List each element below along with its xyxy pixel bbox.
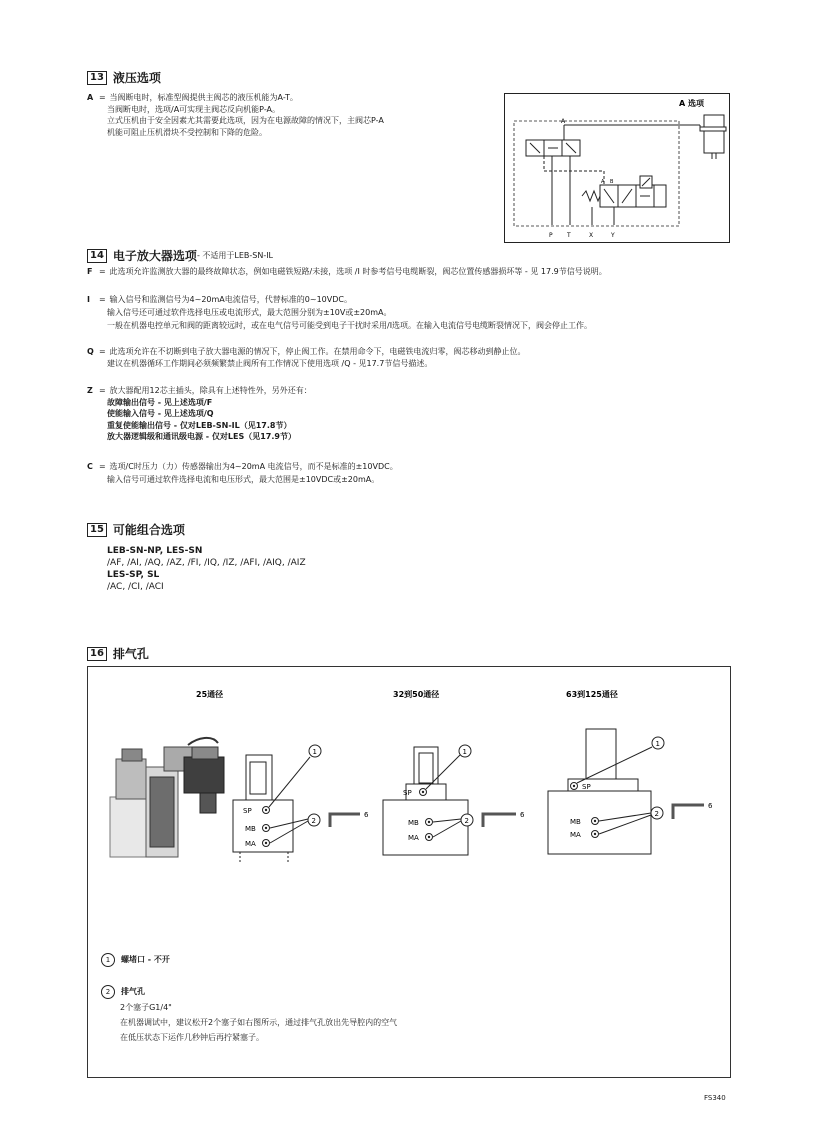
section-number: 15 <box>87 523 107 537</box>
option-i-line-1: 输入信号和监测信号为4~20mA电流信号，代替标准的0~10VDC。 <box>109 295 352 304</box>
option-f-block <box>87 266 607 278</box>
option-eq: = <box>99 347 106 356</box>
valve-port-b: B <box>610 179 614 185</box>
option-i-line-3: 一般在机器电控单元和阀的距离较远时，或在电气信号可能受到电子干扰时采用/I选项。在输入电流信号电缆断裂情况下，阀会停止工作。 <box>107 320 593 330</box>
option-i-line-2: 输入信号还可通过软件选择电压或电流形式，最大范围分别为±10V或±20mA。 <box>107 307 392 317</box>
option-a-hydraulic-diagram <box>504 93 730 243</box>
group1-title: LEB-SN-NP, LES-SN <box>107 546 203 556</box>
section-number: 14 <box>87 249 107 263</box>
option-key: A <box>87 93 94 102</box>
column-32-50-label: 32到50通径 <box>393 690 440 699</box>
wrench-size-32-50: 6 <box>520 811 525 819</box>
ma-label-63-125: MA <box>570 831 581 839</box>
callout-1-32-50: 1 <box>462 748 467 756</box>
option-c-block <box>87 461 398 486</box>
option-c-line-2: 输入信号可通过软件选择电流和电压形式，最大范围是±10VDC或±20mA。 <box>107 474 380 484</box>
column-25-label: 25通径 <box>196 690 224 699</box>
callout-2-63-125: 2 <box>654 810 659 818</box>
wrench-size-25: 6 <box>364 811 369 819</box>
option-eq: = <box>99 462 106 471</box>
port-p-label: P <box>549 232 553 239</box>
section-title: 可能组合选项 <box>112 523 185 537</box>
option-a-line-4: 机能可阻止压机滑块不受控制和下降的危险。 <box>107 127 267 137</box>
option-i-block <box>87 294 592 332</box>
legend-1-number: 1 <box>101 953 115 967</box>
sp-label-63-125: SP <box>582 783 591 791</box>
group2-options: /AC, /CI, /ACI <box>107 582 164 592</box>
option-key: Z <box>87 386 93 395</box>
column-63-125-label: 63到125通径 <box>566 690 618 699</box>
option-eq: = <box>99 93 106 102</box>
valve-63-125-drawing <box>548 729 713 854</box>
legend-2-line-2: 在机器调试中，建议松开2个塞子如右图所示，通过排气孔放出先导腔内的空气 <box>120 1018 398 1027</box>
section-number: 13 <box>87 71 107 85</box>
sp-label-25: SP <box>243 807 252 815</box>
legend-2-title: 排气孔 <box>121 987 145 997</box>
mb-label-25: MB <box>245 825 256 833</box>
option-a-block <box>87 92 384 138</box>
section-14-heading <box>87 247 273 264</box>
option-eq: = <box>99 295 106 304</box>
option-z-line-5: 放大器逻辑级和通讯级电源 - 仅对LES（见17.9节） <box>107 432 296 441</box>
option-q-line-1: 此选项允许在不切断到电子放大器电源的情况下，停止阀工作。在禁用命令下，电磁铁电流归零，阀芯移动到静止位。 <box>109 347 526 356</box>
legend-item-2-head <box>101 985 145 999</box>
legend-2-number: 2 <box>101 985 115 999</box>
mb-label-63-125: MB <box>570 818 581 826</box>
page-code: FS340 <box>704 1094 726 1102</box>
section-title-suffix: - 不适用于LEB-SN-IL <box>196 251 274 260</box>
option-q-line-2: 建议在机器循环工作期间必须频繁禁止阀所有工作情况下使用选项 /Q - 见17.7节信号描述。 <box>107 358 433 368</box>
option-a-line-2: 当阀断电时，选项/A可实现主阀芯反向机能P-A。 <box>107 104 280 114</box>
port-a-label: A <box>561 118 566 125</box>
callout-1-63-125: 1 <box>655 740 660 748</box>
option-eq: = <box>99 386 106 395</box>
legend-item-1 <box>101 953 170 967</box>
sp-label-32-50: SP <box>403 789 412 797</box>
option-key: C <box>87 462 93 471</box>
ma-label-25: MA <box>245 840 256 848</box>
port-x-label: X <box>589 232 594 239</box>
section-title: 液压选项 <box>112 71 161 85</box>
option-key: Q <box>87 347 94 356</box>
section-13-heading <box>87 69 161 86</box>
callout-2-32-50: 2 <box>464 817 469 825</box>
option-z-line-1: 放大器配用12芯主插头，除具有上述特性外，另外还有： <box>109 386 312 395</box>
section-16-heading <box>87 645 149 662</box>
option-z-line-2: 故障输出信号 - 见上述选项/F <box>107 397 213 407</box>
section-15-heading <box>87 521 185 538</box>
combination-options <box>107 545 306 593</box>
section-title: 电子放大器选项 <box>112 249 197 263</box>
legend-item-2-body <box>120 1000 397 1045</box>
ma-label-32-50: MA <box>408 834 419 842</box>
group2-title: LES-SP, SL <box>107 570 160 580</box>
option-eq: = <box>99 267 106 276</box>
option-a-line-1: 当阀断电时，标准型阀提供主阀芯的液压机能为A-T。 <box>109 93 298 102</box>
mb-label-32-50: MB <box>408 819 419 827</box>
valve-25-photo <box>110 738 224 857</box>
legend-2-line-1: 2个塞子G1/4" <box>120 1003 172 1012</box>
option-key: I <box>87 295 90 304</box>
diagram-label: A 选项 <box>679 99 704 108</box>
section-number: 16 <box>87 647 107 661</box>
valve-25-drawing <box>233 745 369 862</box>
option-key: F <box>87 267 93 276</box>
bleed-port-illustrations <box>88 667 728 917</box>
section-title: 排气孔 <box>112 647 149 661</box>
valve-port-a: A <box>601 179 605 185</box>
option-z-line-3: 使能输入信号 - 见上述选项/Q <box>107 409 214 418</box>
option-z-block <box>87 385 312 443</box>
port-y-label: Y <box>611 232 615 239</box>
option-a-line-3: 立式压机由于安全因素尤其需要此选项，因为在电源故障的情况下，主阀芯P-A <box>107 116 384 125</box>
legend-2-line-3: 在低压状态下运作几秒钟后再拧紧塞子。 <box>120 1033 264 1042</box>
option-z-line-4: 重复使能输出信号 - 仅对LEB-SN-IL（见17.8节） <box>107 420 292 430</box>
callout-2-25: 2 <box>311 817 316 825</box>
group1-options: /AF, /AI, /AQ, /AZ, /FI, /IQ, /IZ, /AFI, /AIQ, /AIZ <box>107 558 306 568</box>
option-f-line-1: 此选项允许监测放大器的最终故障状态，例如电磁铁短路/未接，选项 /I 时参考信号电缆断裂，阀芯位置传感器损坏等 - 见 17.9节信号说明。 <box>109 267 607 276</box>
legend-1-text: 螺堵口 - 不开 <box>121 955 170 965</box>
valve-32-50-drawing <box>383 745 525 855</box>
wrench-size-63-125: 6 <box>708 802 713 810</box>
option-c-line-1: 选项/C时压力（力）传感器输出为4~20mA 电流信号，而不是标准的±10VDC。 <box>109 462 398 471</box>
callout-1-25: 1 <box>312 748 317 756</box>
option-q-block <box>87 346 526 369</box>
port-t-label: T <box>567 232 571 239</box>
